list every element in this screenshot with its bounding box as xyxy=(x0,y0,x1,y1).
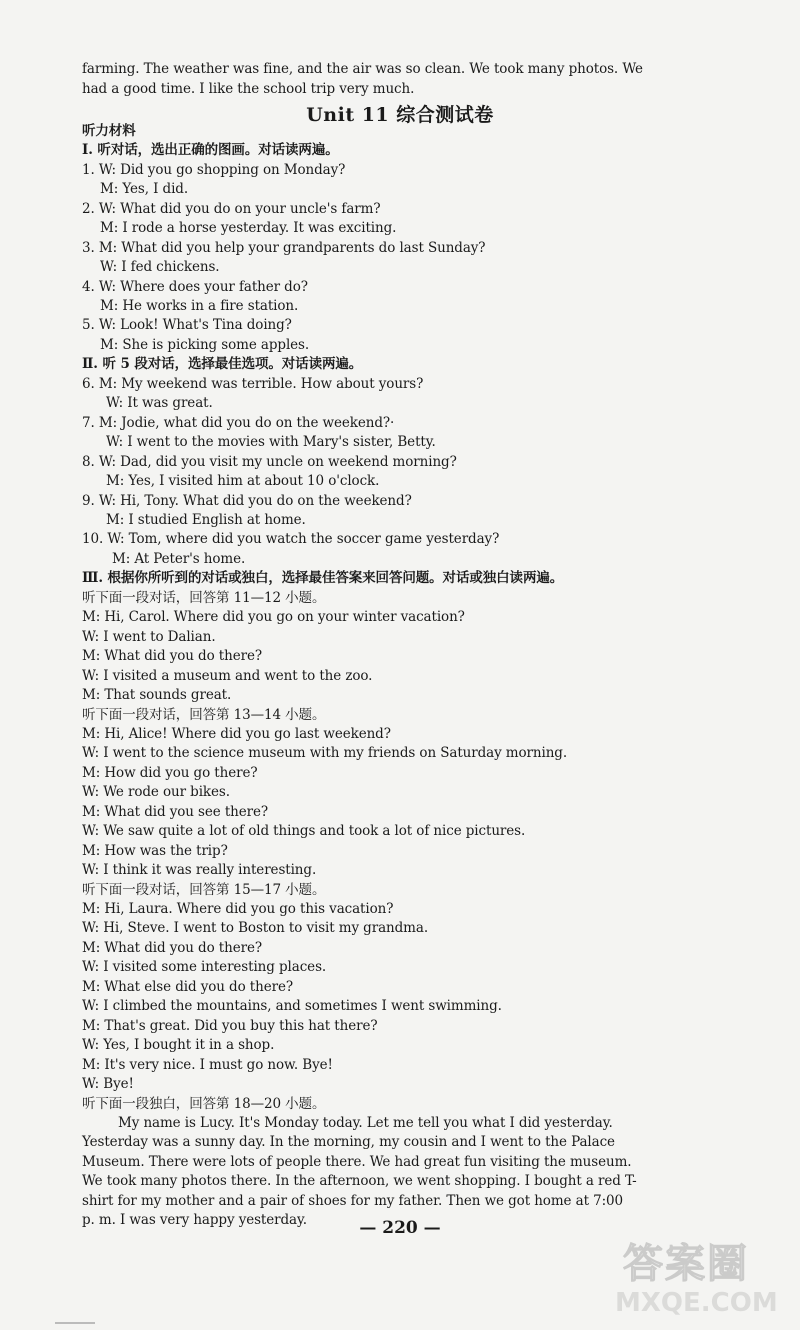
section-heading: Ⅲ. 根据你所听到的对话或独白，选择最佳答案来回答问题。对话或独白读两遍。 xyxy=(82,570,564,586)
watermark-logo: 答案圈 xyxy=(623,1241,749,1287)
dialogue-line: 10. W: Tom, where did you watch the soccer game yesterday? xyxy=(82,531,500,547)
dialogue-line: M: Hi, Laura. Where did you go this vacation? xyxy=(82,901,394,917)
dialogue-line: M: What did you do there? xyxy=(82,940,262,956)
intro-line: had a good time. I like the school trip very much. xyxy=(82,81,415,97)
scan-artifact xyxy=(55,1322,95,1324)
monologue-line: shirt for my mother and a pair of shoes for my father. Then we got home at 7:00 xyxy=(82,1193,623,1209)
dialogue-line: W: Hi, Steve. I went to Boston to visit my grandma. xyxy=(82,920,429,936)
dialogue-line: M: Hi, Carol. Where did you go on your winter vacation? xyxy=(82,609,465,625)
dialogue-line: W: I think it was really interesting. xyxy=(82,862,317,878)
dialogue-line: 5. W: Look! What's Tina doing? xyxy=(82,317,292,333)
dialogue-line: M: Yes, I visited him at about 10 o'clock. xyxy=(106,473,380,489)
dialogue-line: W: Yes, I bought it in a shop. xyxy=(82,1037,275,1053)
dialogue-line: W: I climbed the mountains, and sometimes I went swimming. xyxy=(82,998,502,1014)
dialogue-line: W: I went to the movies with Mary's sister, Betty. xyxy=(106,434,436,450)
dialogue-line: 听下面一段对话，回答第 11—12 小题。 xyxy=(82,590,326,606)
dialogue-line: 听下面一段对话，回答第 15—17 小题。 xyxy=(82,882,326,898)
dialogue-line: M: How did you go there? xyxy=(82,765,258,781)
dialogue-line: M: I rode a horse yesterday. It was exciting. xyxy=(100,220,397,236)
dialogue-line: 2. W: What did you do on your uncle's farm? xyxy=(82,201,381,217)
dialogue-line: M: What did you see there? xyxy=(82,804,269,820)
dialogue-line: W: It was great. xyxy=(106,395,213,411)
dialogue-line: W: I went to Dalian. xyxy=(82,629,216,645)
page-number: — 220 — xyxy=(359,1218,441,1238)
dialogue-line: M: What did you do there? xyxy=(82,648,262,664)
dialogue-line: W: I visited a museum and went to the zoo. xyxy=(82,668,373,684)
dialogue-line: M: I studied English at home. xyxy=(106,512,306,528)
dialogue-line: W: Bye! xyxy=(82,1076,134,1092)
dialogue-line: 6. M: My weekend was terrible. How about yours? xyxy=(82,376,424,392)
dialogue-line: 听下面一段独白，回答第 18—20 小题。 xyxy=(82,1096,326,1112)
dialogue-line: M: That sounds great. xyxy=(82,687,232,703)
dialogue-line: M: At Peter's home. xyxy=(112,551,246,567)
dialogue-line: M: She is picking some apples. xyxy=(100,337,310,353)
dialogue-line: M: What else did you do there? xyxy=(82,979,293,995)
dialogue-line: M: He works in a fire station. xyxy=(100,298,299,314)
dialogue-line: 9. W: Hi, Tony. What did you do on the weekend? xyxy=(82,493,412,509)
section-title: Unit 11 综合测试卷 xyxy=(306,104,494,126)
dialogue-line: W: I fed chickens. xyxy=(100,259,220,275)
dialogue-line: M: Hi, Alice! Where did you go last weekend? xyxy=(82,726,391,742)
section-heading: 听力材料 xyxy=(82,123,136,139)
dialogue-line: W: I visited some interesting places. xyxy=(82,959,327,975)
section-heading: Ⅰ. 听对话，选出正确的图画。对话读两遍。 xyxy=(82,142,339,158)
dialogue-line: 8. W: Dad, did you visit my uncle on weekend morning? xyxy=(82,454,457,470)
section-heading: Ⅱ. 听 5 段对话，选择最佳选项。对话读两遍。 xyxy=(82,356,363,372)
dialogue-line: M: Yes, I did. xyxy=(100,181,189,197)
dialogue-line: M: That's great. Did you buy this hat there? xyxy=(82,1018,378,1034)
monologue-line: Yesterday was a sunny day. In the morning, my cousin and I went to the Palace xyxy=(82,1134,615,1150)
dialogue-line: 7. M: Jodie, what did you do on the weekend?· xyxy=(82,415,395,431)
dialogue-line: 1. W: Did you go shopping on Monday? xyxy=(82,162,346,178)
dialogue-line: W: We saw quite a lot of old things and took a lot of nice pictures. xyxy=(82,823,526,839)
dialogue-line: M: How was the trip? xyxy=(82,843,228,859)
watermark xyxy=(615,1232,795,1327)
dialogue-line: W: I went to the science museum with my friends on Saturday morning. xyxy=(82,745,568,761)
dialogue-line: 听下面一段对话，回答第 13—14 小题。 xyxy=(82,707,326,723)
monologue-line: We took many photos there. In the afternoon, we went shopping. I bought a red T- xyxy=(82,1173,637,1189)
dialogue-line: M: It's very nice. I must go now. Bye! xyxy=(82,1057,333,1073)
watermark-url: MXQE.COM xyxy=(615,1288,778,1318)
dialogue-line: 3. M: What did you help your grandparents do last Sunday? xyxy=(82,240,486,256)
intro-line: farming. The weather was fine, and the air was so clean. We took many photos. We xyxy=(82,61,643,77)
monologue-line: My name is Lucy. It's Monday today. Let me tell you what I did yesterday. xyxy=(118,1115,613,1131)
dialogue-line: W: We rode our bikes. xyxy=(82,784,230,800)
monologue-line: p. m. I was very happy yesterday. xyxy=(82,1212,307,1228)
dialogue-line: 4. W: Where does your father do? xyxy=(82,279,308,295)
monologue-line: Museum. There were lots of people there. We had great fun visiting the museum. xyxy=(82,1154,632,1170)
